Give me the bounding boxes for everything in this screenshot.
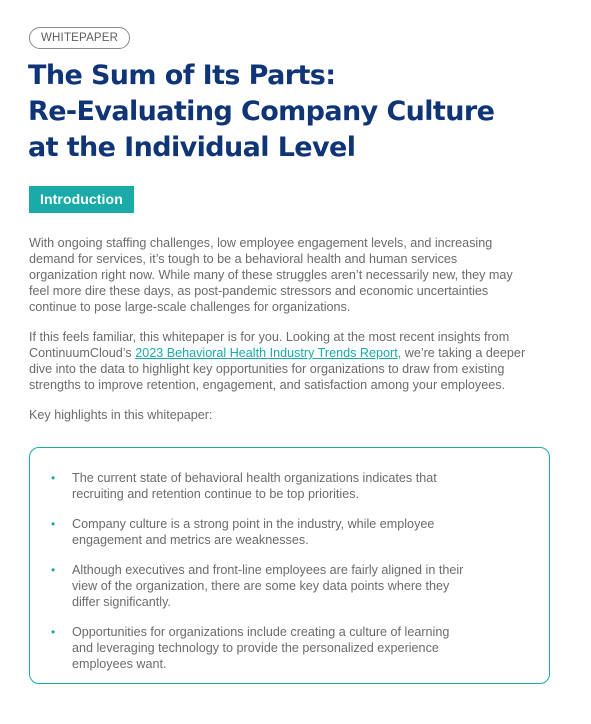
list-item-text: employees want. — [72, 657, 167, 671]
list-item-text: The current state of behavioral health organizations indicates that — [72, 471, 437, 485]
paragraph-text: ContinuumCloud’s — [29, 346, 136, 360]
paragraph-line: demand for services, it’s tough to be a behavioral health and human services — [29, 252, 458, 266]
bullet-icon: • — [51, 471, 56, 485]
list-item-text: Opportunities for organizations include creating a culture of learning — [72, 625, 450, 639]
paragraph-line: continue to pose large-scale challenges for organizations. — [29, 300, 351, 314]
bullet-icon: • — [51, 625, 56, 639]
paragraph-line: If this feels familiar, this whitepaper is for you. Looking at the most recent insights from — [29, 330, 510, 344]
section-heading-introduction: Introduction — [29, 186, 134, 213]
list-item-text: Company culture is a strong point in the industry, while employee — [72, 517, 435, 531]
list-item — [50, 516, 540, 548]
list-item-text: recruiting and retention continue to be top priorities. — [72, 487, 360, 501]
paragraph-line: feel more dire these days, as post-pandemic stressors and economic uncertainties — [29, 284, 489, 298]
intro-paragraph — [29, 235, 574, 315]
bullet-icon: • — [51, 517, 56, 531]
list-item-text: engagement and metrics are weaknesses. — [72, 533, 309, 547]
purpose-paragraph — [29, 329, 574, 393]
title-line: at the Individual Level — [28, 132, 356, 163]
list-item-text: and leveraging technology to provide the personalized experience — [72, 641, 439, 655]
highlights-intro: Key highlights in this whitepaper: — [29, 408, 213, 422]
highlights-list — [50, 470, 540, 686]
list-item — [50, 470, 540, 502]
trends-report-link[interactable]: 2023 Behavioral Health Industry Trends Report, — [135, 346, 402, 360]
page-title — [28, 58, 583, 166]
paragraph-line: organization right now. While many of these struggles aren’t necessarily new, they may — [29, 268, 513, 282]
title-line: Re-Evaluating Company Culture — [28, 96, 495, 127]
paragraph-line-with-link — [29, 345, 574, 361]
paragraph-line: dive into the data to highlight key opportunities for organizations to draw from existing — [29, 362, 505, 376]
list-item-text: differ significantly. — [72, 595, 171, 609]
list-item — [50, 562, 540, 610]
bullet-icon: • — [51, 563, 56, 577]
list-item-text: view of the organization, there are some key data points where they — [72, 579, 450, 593]
whitepaper-tag: WHITEPAPER — [29, 27, 130, 49]
paragraph-line: With ongoing staffing challenges, low employee engagement levels, and increasing — [29, 236, 493, 250]
paragraph-text: we’re taking a deeper — [401, 346, 526, 360]
title-line: The Sum of Its Parts: — [28, 60, 336, 91]
list-item — [50, 624, 540, 672]
paragraph-line: strengths to improve retention, engagement, and satisfaction among your employees. — [29, 378, 506, 392]
list-item-text: Although executives and front-line employees are fairly aligned in their — [72, 563, 464, 577]
